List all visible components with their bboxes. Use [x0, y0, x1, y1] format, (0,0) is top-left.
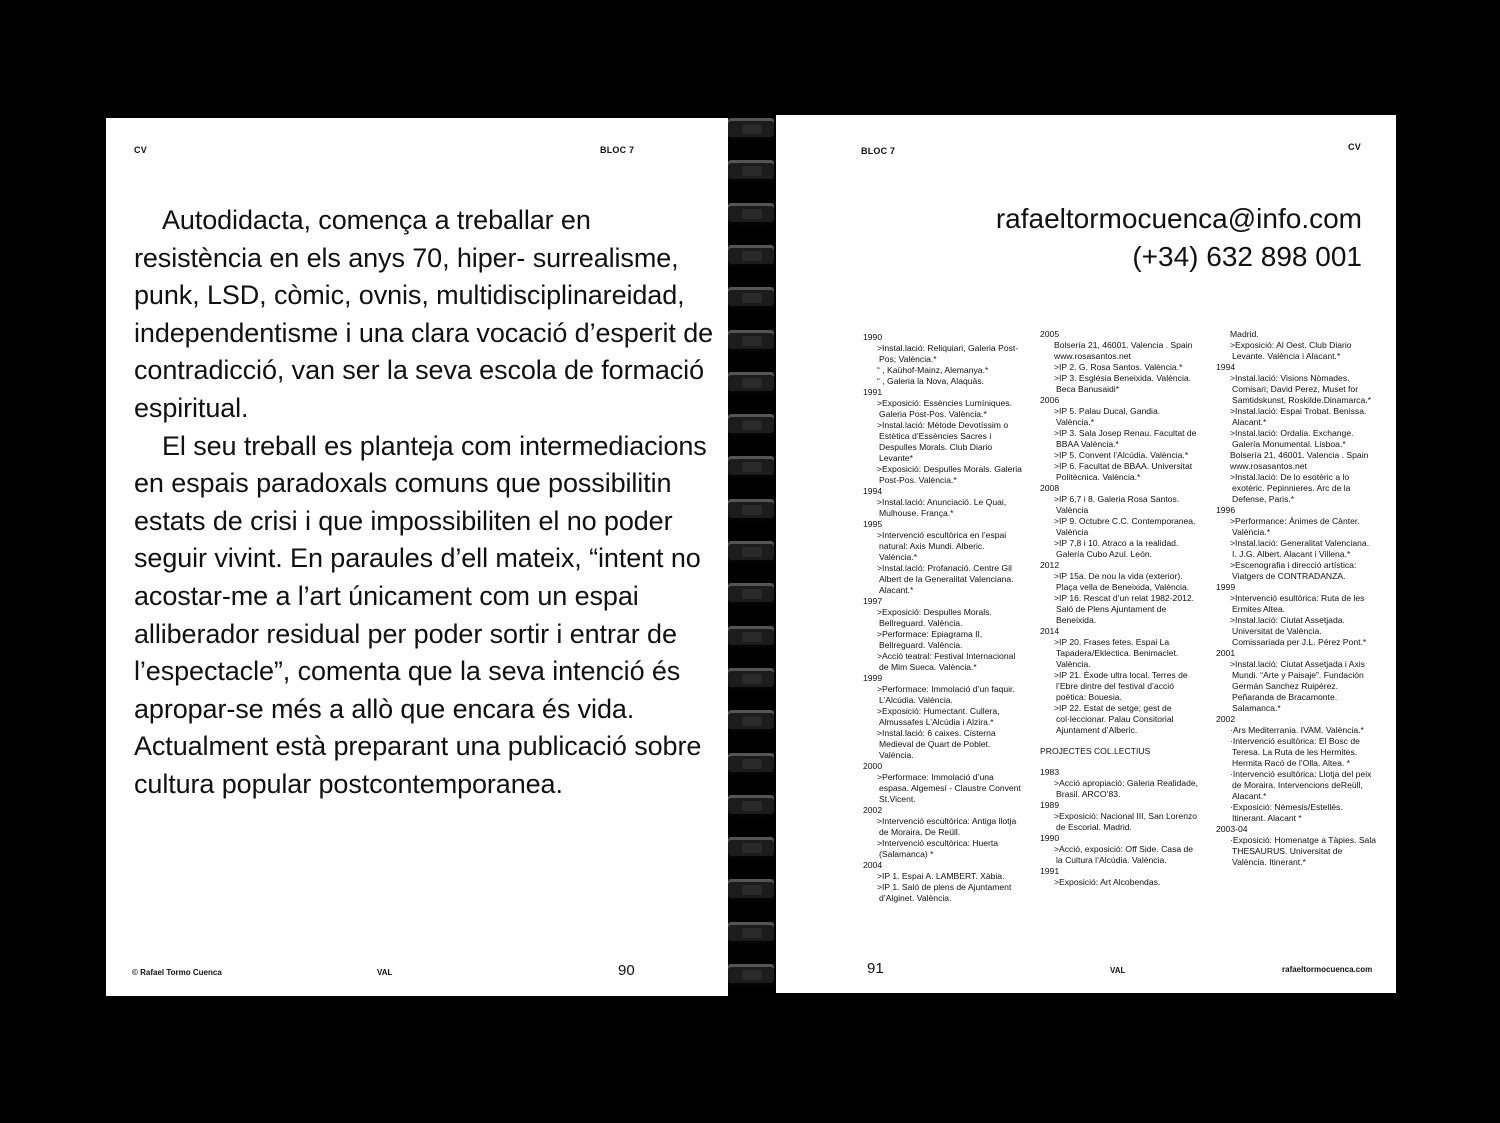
cv-entry: >IP 7,8 i 10. Atraco a la realidad. Galería Cubo Azul. León.: [1054, 538, 1179, 559]
cv-entry: >IP 1. Espai A. LAMBERT. Xàbia.: [877, 871, 1005, 881]
cv-section-heading: PROJECTES COL.LECTIUS: [1040, 746, 1151, 756]
cv-year: 1991: [863, 387, 883, 397]
cv-entry: >Performace: Immolació d’un faquir. L’Alcúdia. València.: [877, 684, 1015, 705]
cv-entry: >Instal.lació: Reliquiari, Galeria Post-Pos; València.*: [877, 343, 1019, 364]
cv-year: 2003-04: [1216, 824, 1248, 834]
cv-entry: >Performance: Ànimes de Cànter. València.*: [1230, 516, 1360, 537]
cv-entry: >Acció, exposició: Off Side. Casa de la Cultura l’Alcúdia. València.: [1054, 844, 1194, 865]
binding-coil: [728, 795, 774, 817]
cv-entry: >Instal.lació: Ciutat Assetjada i Axis Mundi. “Arte y Paisaje”. Fundación Germán Sanchez Ruipérez. Peñaranda de Bracamonte. Salamanca.*: [1230, 659, 1365, 713]
cv-year: 2004: [863, 860, 883, 870]
cv-year: 1996: [1216, 505, 1236, 515]
cv-entry: ·Intervenció esultòrica: Llotja del peix de Moraira. Intervencions deReüll, Alacant.*: [1230, 769, 1372, 801]
contact-phone: (+34) 632 898 001: [1132, 241, 1362, 272]
cv-column-3: [1216, 329, 1376, 868]
contact-block: [996, 200, 1362, 276]
cv-year: 2000: [863, 761, 883, 771]
binding-coil: [728, 626, 774, 648]
right-footer-language: VAL: [1110, 966, 1126, 975]
cv-entry: >IP 6,7 i 8. Galeria Rosa Santos. València: [1054, 494, 1180, 515]
cv-column-1: [863, 332, 1023, 904]
binding-coil: [728, 922, 774, 944]
cv-year: 2008: [1040, 483, 1060, 493]
cv-entry: “ , Kaühof-Mainz, Alemanya.*: [877, 365, 989, 375]
cv-entry: >IP 3. Sala Josep Renau. Facultat de BBAA València.*: [1054, 428, 1197, 449]
cv-year: 2001: [1216, 648, 1236, 658]
cv-entry: >Instal.lació: Espai Trobat. Benissa. Alacant.*: [1230, 406, 1367, 427]
cv-entry: >Exposició: Nacional III, San Lorenzo de Escorial. Madrid.: [1054, 811, 1198, 832]
binding-coil: [728, 160, 774, 182]
left-header-section: BLOC 7: [600, 145, 635, 155]
cv-entry: >Exposició: Art Alcobendas.: [1054, 877, 1161, 887]
cv-entry: Bolsería 21, 46001. Valencia . Spain: [1054, 340, 1193, 350]
cv-entry: >Instal.lació: Ciutat Assetjada. Universitat de València. Comissariada per J.L. Pérez Pont.*: [1230, 615, 1367, 647]
binding-coil: [728, 330, 774, 352]
cv-entry: >IP 9. Octubre C.C. Contemporanea. València: [1054, 516, 1196, 537]
cv-entry: “ , Galeria la Nova, Alaquàs.: [877, 376, 984, 386]
binding-coil: [728, 541, 774, 563]
left-page: [106, 118, 728, 996]
left-footer-copyright: © Rafael Tormo Cuenca: [132, 968, 222, 977]
cv-entry: >Intervenció escultòrica: Huerta (Salamanca) *: [877, 838, 999, 859]
right-page-number: 91: [867, 960, 884, 977]
binding-coil: [728, 372, 774, 394]
cv-entry: >IP 5. Convent l’Alcúdia. València.*: [1054, 450, 1189, 460]
right-footer-website: rafaeltormocuenca.com: [1282, 965, 1373, 974]
cv-entry: >IP 20. Frases fetes. Espai La Tapadera/Eklectica. Benimaclet. València.: [1054, 637, 1179, 669]
cv-year: 1994: [863, 486, 883, 496]
binding-coil: [728, 287, 774, 309]
cv-entry: ·Ars Mediterrania. IVAM. València.*: [1230, 725, 1364, 735]
binding-coil: [728, 456, 774, 478]
cv-entry: ·Exposició: Némesis/Estellés. Itinerant. Alacant *: [1230, 802, 1343, 823]
binding-coil: [728, 414, 774, 436]
cv-year: 2014: [1040, 626, 1060, 636]
cv-entry: >Instal.lació: Ordalia. Exchange. Galería Monumental. Lisboa.*: [1230, 428, 1354, 449]
cv-entry: www.rosasantos.net: [1054, 351, 1131, 361]
cv-year: 2006: [1040, 395, 1060, 405]
cv-entry: >Instal.lació: Anunciació. Le Quai, Mulhouse. França.*: [877, 497, 1007, 518]
cv-year: 2002: [863, 805, 883, 815]
cv-year: 2012: [1040, 560, 1060, 570]
cv-entry: >IP 6. Facultat de BBAA. Universitat Politècnica. València.*: [1054, 461, 1193, 482]
contact-email: rafaeltormocuenca@info.com: [995, 203, 1362, 234]
cv-entry: >IP 2. G. Rosa Santos. València.*: [1054, 362, 1183, 372]
cv-entry: >Exposició: Essències Lumíniques. Galeria Post-Pos. València.*: [877, 398, 1012, 419]
cv-entry: >Instal.lació: De lo esotèric a lo exotèric. Pepinnieres. Arc de la Defense, Paris.*: [1230, 472, 1351, 504]
left-footer-language: VAL: [377, 968, 393, 977]
cv-year: 1991: [1040, 866, 1060, 876]
cv-entry: >Intervenció escultòrica: Antiga llotja de Moraira. De Reüll.: [877, 816, 1017, 837]
cv-entry: ·Intervenció esultòrica: El Bosc de Teresa. La Ruta de les Hermites. Hermita Racó de l’Olla. Altea. *: [1230, 736, 1360, 768]
bio-text: [134, 202, 720, 804]
cv-year: 2002: [1216, 714, 1236, 724]
bio-paragraph: Autodidacta, comença a treballar en resistència en els anys 70, hiper- surrealisme, punk, LSD, còmic, ovnis, multidisciplinareidad, independentisme i una clara vocació d’esperit de contradicció, van ser la seva escola de formació espiritual.: [134, 205, 714, 423]
cv-entry: >Instal.lació: 6 caixes. Cisterna Medieval de Quart de Poblet. València.: [877, 728, 996, 760]
binding-coil: [728, 879, 774, 901]
binding-coil: [728, 710, 774, 732]
cv-entry: >Instal.lació: Profanació. Centre Gil Albert de la Generalitat Valenciana. Alacant.*: [877, 563, 1014, 595]
left-header-cv: CV: [134, 145, 147, 155]
cv-entry: >IP 3. Església Beneixida. València. Beca Banusaidi*: [1054, 373, 1192, 394]
cv-entry: >Performace: Epiagrama II, Bellreguard. València.: [877, 629, 983, 650]
binding-coil: [728, 837, 774, 859]
cv-year: 2005: [1040, 329, 1060, 339]
cv-entry: >Acció apropiació: Galeria Realidade, Brasil. ARCO’83.: [1054, 778, 1199, 799]
cv-entry: >Escenografia i direcció artística: Viatgers de CONTRADANZA.: [1230, 560, 1357, 581]
right-page: [776, 115, 1396, 993]
cv-entry: >IP 5. Palau Ducal, Gandia. València.*: [1054, 406, 1161, 427]
cv-entry: >Instal.lació: Visions Nòmades. Comisari; David Perez, Muset for Samtidskunst, Roskilde.Dinamarca.*: [1230, 373, 1371, 405]
bio-paragraph: El seu treball es planteja com intermediacions en espais paradoxals comuns que possibilitin estats de crisi i que impossibiliten el no poder seguir vivint. En paraules d’ell mateix, “intent no acostar-me a l’art únicament com un espai alliberador residual per poder sortir i entrar de l’espectacle”, comenta que la seva intenció és apropar-se més a allò que encara és vida. Actualment està preparant una publicació sobre cultura popular postcontemporanea.: [134, 430, 707, 799]
right-header-cv: CV: [1348, 142, 1361, 152]
cv-entry: www.rosasantos.net: [1230, 461, 1307, 471]
cv-entry: Madrid.: [1230, 329, 1259, 339]
cv-entry: >IP 21. Èxode ultra local. Terres de l’Ebre dintre del festival d’acció poètica: Bouesia.: [1054, 670, 1188, 702]
cv-year: 1990: [1040, 833, 1060, 843]
binding-coil: [728, 668, 774, 690]
binding-coil: [728, 964, 774, 986]
cv-entry: >IP 16. Rescat d’un relat 1982-2012. Saló de Plens Ajuntament de Beneixida.: [1054, 593, 1195, 625]
binding-coil: [728, 499, 774, 521]
cv-entry: >IP 1. Saló de plens de Ajuntament d’Alginet. València.: [877, 882, 1012, 903]
left-page-number: 90: [618, 962, 635, 979]
cv-entry: >Acció teatral: Festival Internacional de Mim Sueca. València.*: [877, 651, 1016, 672]
cv-column-2: [1040, 329, 1200, 888]
binding-coil: [728, 203, 774, 225]
cv-year: 1999: [1216, 582, 1236, 592]
cv-year: 1997: [863, 596, 883, 606]
cv-entry: >Performace: Immolació d’una espasa. Algemesí - Claustre Convent St.Vicent.: [877, 772, 1021, 804]
cv-entry: Bolsería 21, 46001. Valencia . Spain: [1230, 450, 1369, 460]
binding-coil: [728, 583, 774, 605]
cv-entry: >Exposició: Humectant. Cullera, Almussafes L’Alcúdia i Alzira.*: [877, 706, 1000, 727]
cv-entry: >Intervenció escultòrica en l’espai natural: Axis Mundi. Alberic. València.*: [877, 530, 1007, 562]
cv-entry: >IP 22. Estat de setge; gest de col·leccionar. Palau Consitorial Ajuntament d’Alberic.: [1054, 703, 1174, 735]
cv-year: 1995: [863, 519, 883, 529]
cv-year: 1989: [1040, 800, 1060, 810]
cv-entry: >Intervenció esultòrica: Ruta de les Ermites Altea.: [1230, 593, 1365, 614]
binding-coil: [728, 118, 774, 140]
cv-year: 1999: [863, 673, 883, 683]
cv-entry: >Instal.lació: Generalitat Valenciana. I. J.G. Albert. Alacant i Villena.*: [1230, 538, 1370, 559]
right-header-section: BLOC 7: [861, 146, 896, 156]
cv-entry: >IP 15a. De nou la vida (exterior). Plaça vella de Beneixida, València.: [1054, 571, 1190, 592]
cv-entry: >Instal.lació: Mètode Devotíssim o Estètica d’Essències Sacres i Despulles Morals. Club Diario Levante*: [877, 420, 1009, 463]
spiral-binding: [728, 110, 776, 998]
binding-coil: [728, 245, 774, 267]
cv-entry: ·Exposició: Homenatge a Tàpies. Sala THESAURUS. Universitat de València. Itinerant.*: [1230, 835, 1377, 867]
cv-year: 1990: [863, 332, 883, 342]
cv-entry: >Exposició: Despulles Morals. Bellreguard. València.: [877, 607, 992, 628]
cv-entry: >Exposició: Despulles Morals. Galeria Post-Pos. València.*: [877, 464, 1022, 485]
cv-year: 1994: [1216, 362, 1236, 372]
cv-entry: >Exposició: Al Oest. Club Diario Levante. València i Alacant.*: [1230, 340, 1352, 361]
binding-coil: [728, 753, 774, 775]
cv-year: 1983: [1040, 767, 1060, 777]
